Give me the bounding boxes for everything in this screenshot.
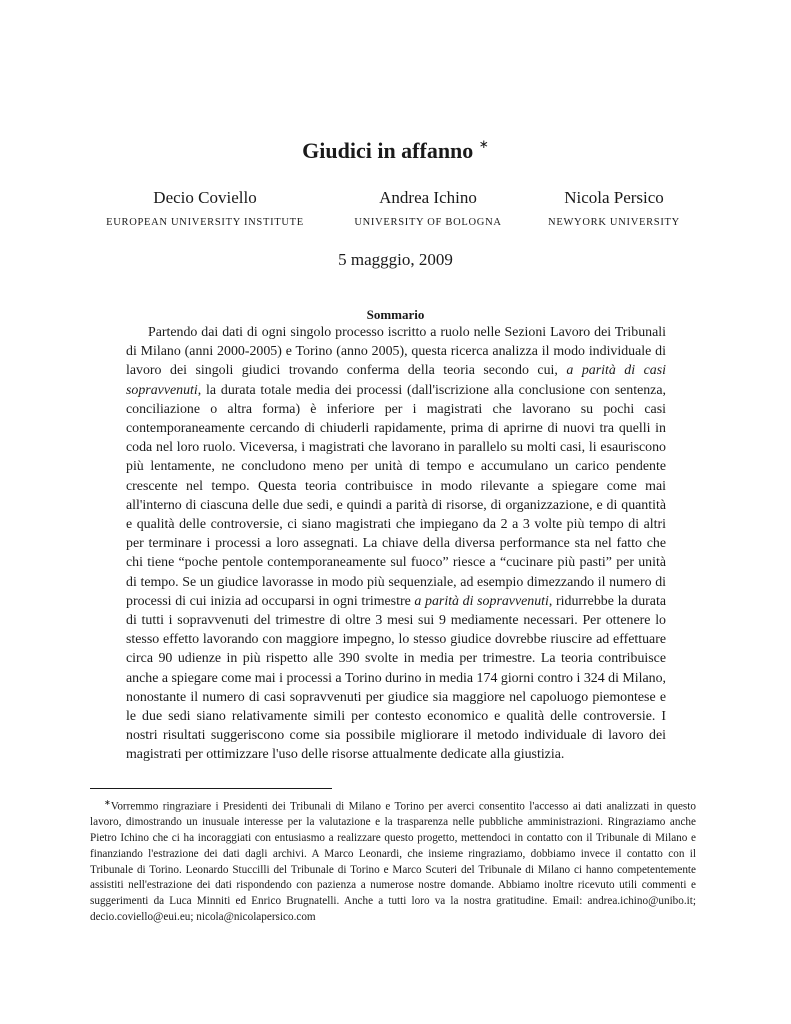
author-block-1 — [106, 188, 304, 228]
author-name: Andrea Ichino — [379, 188, 477, 207]
author-name: Nicola Persico — [564, 188, 664, 207]
abstract-body — [126, 323, 666, 765]
publication-date: 5 magggio, 2009 — [338, 250, 453, 269]
abstract-text-3: , ridurrebbe la durata di tutti i sopravvenuti del trimestre di oltre 3 mesi sui 9 mediamente necessari. Per ottenere lo stesso effetto lavorando con maggiore impegno, lo stesso giudice dovrebbe riuscire ad effettuare circa 90 udienze in più rispetto alle 390 svolte in media per trimestre. La teoria contribuisce anche a spiegare come mai i processi a Torino durino in media 174 giorni contro i 324 di Milano, nonostante il numero di casi sopravvenuti per giudice sia maggiore nel capoluogo piemontese e le due sedi siano relativamente simili per contesto economico e qualità delle controversie. I nostri risultati suggeriscono come sia possibile migliorare il metodo individuale di lavoro dei magistrati per ottimizzare l'uso delle risorse attualmente dedicate alla giustizia. — [126, 593, 666, 763]
paper-title — [0, 138, 791, 164]
footnote-rule — [90, 788, 332, 789]
paper-title-text: Giudici in affanno — [302, 138, 474, 163]
author-affiliation: EUROPEAN UNIVERSITY INSTITUTE — [106, 217, 304, 228]
author-block-3 — [529, 188, 699, 228]
footnote-text: Vorremmo ringraziare i Presidenti dei Tribunali di Milano e Torino per averci consentito l'accesso ai dati analizzati in questo lavoro, dimostrando un inusuale interesse per la valutazione e la trasparenza nelle pubbliche amministrazioni. Ringraziamo anche Pietro Ichino che ci ha incoraggiati con entusiasmo a realizzare questo progetto, mettendoci in contatto con il Tribunale di Milano e finanziando l'estrazione dei dati dagli archivi. A Marco Leonardi, che insieme ringraziamo, dobbiamo invece il contatto con il Tribunale di Torino. Leonardo Stuccilli del Tribunale di Torino e Marco Scuteri del Tribunale di Milano ci hanno competentemente assistiti nell'estrazione dei dati rispondendo con pazienza a numerose nostre domande. Abbiamo inoltre ricevuto utili commenti e suggerimenti da Luca Minniti ed Enrico Brugnatelli. Anche a tutti loro va la nostra gratitudine. Email: andrea.ichino@unibo.it; decio.coviello@eui.eu; nicola@nicolapersico.com — [90, 800, 696, 923]
author-affiliation: NEWYORK UNIVERSITY — [548, 217, 680, 228]
author-block-2 — [343, 188, 513, 228]
abstract-emphasis-2: a parità di sopravvenuti — [414, 593, 549, 609]
title-footnote-mark: ∗ — [478, 136, 489, 151]
footnote-mark: ∗ — [104, 798, 111, 807]
abstract-emphasis-1: a parità di casi sopravvenuti — [126, 363, 666, 398]
abstract-text-2: , la durata totale media dei processi (dall'iscrizione alla conclusione con sentenza, conciliazione o altra forma) è inferiore per i magistrati che lavorano su pochi casi contemporaneamente cercando di chiuderli rapidamente, prima di aprirne di nuovi tra quelli in coda nel loro ruolo. Viceversa, i magistrati che lavorano in parallelo su molti casi, li esauriscono più lentamente, ne concludono meno per unità di tempo e accumulano un carico pendente crescente nel tempo. Questa teoria contribuisce in modo rilevante a spiegare come mai all'interno di ciascuna delle due sedi, e quindi a parità di risorse, di organizzazione, e di quantità e qualità delle controversie, ci siano magistrati che impiegano da 2 a 3 volte più tempo di altri per terminare i processi a loro assegnati. La chiave della diversa performance sta nel fatto che chi tiene “poche pentole contemporaneamente sul fuoco” riesce a “cucinare più pasti” per unità di tempo. Se un giudice lavorasse in modo più sequenziale, ad esempio dimezzando il numero di processi di cui inizia ad occuparsi in ogni trimestre — [126, 382, 666, 609]
author-affiliation: UNIVERSITY OF BOLOGNA — [354, 217, 502, 228]
abstract-text-1: Partendo dai dati di ogni singolo processo iscritto a ruolo nelle Sezioni Lavoro dei Tribunali di Milano (anni 2000-2005) e Torino (anno 2005), questa ricerca analizza il modo individuale di lavoro dei singoli giudici trovando conferma della teoria secondo cui, — [126, 325, 666, 379]
author-name: Decio Coviello — [153, 188, 257, 207]
footnote — [90, 795, 696, 925]
abstract-heading: Sommario — [366, 307, 425, 322]
